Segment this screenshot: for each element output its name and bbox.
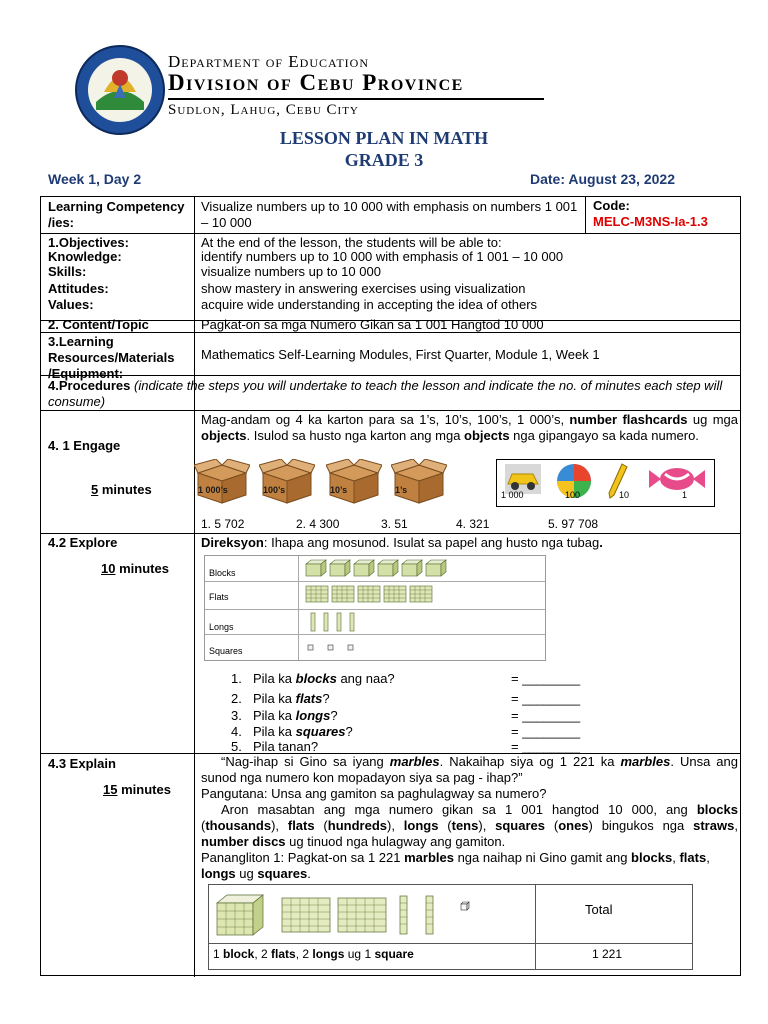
candy-value: 1 — [682, 490, 688, 500]
row-f: longs — [312, 947, 345, 961]
p1b: marbles — [389, 754, 440, 769]
manip-line — [205, 634, 545, 635]
carton-box-icon — [194, 459, 250, 505]
block-icon — [377, 559, 399, 582]
explain-question: Pangutana: Unsa ang gamiton sa paghulagway sa numero? — [201, 786, 547, 801]
p4b: marbles — [404, 850, 454, 865]
explain-paragraph-1 — [201, 754, 738, 786]
p3d: thousands — [205, 818, 272, 833]
flat-icon — [357, 584, 381, 609]
p3l: tens — [451, 818, 479, 833]
example-row-label — [213, 947, 414, 961]
question-post: ? — [322, 691, 330, 706]
example-line — [209, 943, 692, 944]
competency-label: Learning Competency /ies: — [48, 199, 185, 230]
engage-number: 4. 321 — [456, 517, 490, 531]
answer-blank[interactable]: = ________ — [511, 691, 581, 706]
division-name: Division of Cebu Province — [168, 70, 464, 95]
explain-label: 4.3 Explain — [48, 756, 116, 771]
p3n: squares — [495, 818, 546, 833]
carton-box-icon — [259, 459, 315, 505]
engage-label: 4. 1 Engage — [48, 438, 121, 453]
p3f: flats — [287, 818, 315, 833]
procedures-label: 4.Procedures — [48, 378, 131, 393]
p3b: blocks — [696, 802, 738, 817]
p3m: ), — [478, 818, 496, 833]
week-day: Week 1, Day 2 — [48, 171, 142, 187]
answer-blank[interactable]: = ________ — [511, 724, 581, 739]
carton-box-label: 1 000’s — [198, 485, 228, 495]
question-post: ? — [345, 724, 353, 739]
answer-blank[interactable]: = ________ — [511, 671, 581, 686]
attitudes-label: Attitudes: — [48, 281, 109, 296]
engage-text — [201, 412, 738, 444]
row-line — [41, 533, 740, 534]
code-value: MELC-M3NS-Ia-1.3 — [593, 214, 708, 229]
values-value: acquire wide understanding in accepting the idea of others — [201, 297, 538, 312]
content-label: 2. Content/Topic — [48, 317, 149, 332]
toy-car-value: 1 000 — [501, 490, 524, 500]
resources-label: 3.Learning Resources/Materials /Equipment: — [48, 334, 175, 381]
question-emphasis: longs — [295, 708, 331, 723]
explore-question — [231, 739, 318, 754]
manip-line — [205, 609, 545, 610]
row-a: 1 — [213, 947, 224, 961]
explain-minutes-num: 15 — [103, 782, 118, 797]
p3p: ones — [558, 818, 589, 833]
division-address: Sudlon, Lahug, Cebu City — [168, 102, 359, 118]
lesson-date: Date: August 23, 2022 — [530, 171, 675, 187]
carton-box-label: 100’s — [263, 485, 286, 495]
engage-number: 5. 97 708 — [548, 517, 599, 531]
block-icon — [305, 559, 327, 582]
explore-label: 4.2 Explore — [48, 535, 118, 550]
knowledge-value: identify numbers up to 10 000 with emphasis of 1 001 – 10 000 — [201, 249, 564, 264]
p3o: ( — [545, 818, 559, 833]
question-pre: Pila ka — [253, 671, 296, 686]
manip-row-label: Longs — [209, 622, 234, 632]
row-line — [41, 233, 740, 234]
manip-divider — [298, 556, 299, 660]
question-number: 1. — [231, 671, 242, 686]
p4j: squares — [257, 866, 308, 881]
p3c: ( — [201, 818, 206, 833]
long-icon — [336, 612, 342, 637]
grade-title: GRADE 3 — [344, 150, 424, 170]
block-icon — [329, 559, 351, 582]
p3q: ) bingukos nga — [588, 818, 694, 833]
engage-text-f: objects — [464, 428, 510, 443]
explore-question — [231, 708, 338, 723]
p3r: straws — [693, 818, 735, 833]
answer-blank[interactable]: = ________ — [511, 739, 581, 754]
engage-text-g: nga gipangayo sa kada numero. — [509, 428, 699, 443]
question-pre: Pila tanan? — [253, 739, 319, 754]
question-number: 3. — [231, 708, 242, 723]
explore-direction-c: . — [599, 535, 603, 550]
flat-icon — [383, 584, 407, 609]
p4a: Panangliton 1: Pagkat-on sa 1 221 — [201, 850, 405, 865]
content-value: Pagkat-on sa mga Numero Gikan sa 1 001 Hangtod 10 000 — [201, 317, 544, 332]
engage-minutes-num: 5 — [91, 482, 99, 497]
question-number: 4. — [231, 724, 242, 739]
lesson-plan-title: LESSON PLAN IN MATH — [279, 128, 489, 148]
p4k: . — [307, 866, 311, 881]
row-line — [41, 410, 740, 411]
p3t: number discs — [201, 834, 286, 849]
row-b: block — [223, 947, 255, 961]
row-g: ug 1 — [344, 947, 375, 961]
long-icon — [399, 895, 408, 940]
manip-row-label: Blocks — [209, 568, 236, 578]
p4g: , — [706, 850, 710, 865]
p1e: . Unsa ang sunod nga numero kon mopadayon siya sa pag - ihap?” — [201, 754, 738, 785]
knowledge-label: Knowledge: — [48, 249, 122, 264]
explore-direction-b: : Ihapa ang mosunod. Isulat sa papel ang husto nga tubag — [263, 535, 600, 550]
question-emphasis: squares — [295, 724, 346, 739]
p3j: longs — [403, 818, 439, 833]
explore-direction-a: Direksyon — [201, 535, 264, 550]
carton-box — [194, 459, 250, 505]
block-icon — [353, 559, 375, 582]
row-h: square — [374, 947, 414, 961]
explore-question — [231, 724, 353, 739]
manipulatives-table — [204, 555, 546, 661]
resources-value: Mathematics Self-Learning Modules, First Quarter, Module 1, Week 1 — [201, 347, 600, 362]
explore-minutes — [101, 561, 169, 577]
carton-box-icon — [391, 459, 447, 505]
engage-number: 1. 5 702 — [201, 517, 245, 531]
question-emphasis: blocks — [295, 671, 337, 686]
p3k: ( — [438, 818, 452, 833]
flat-icon — [409, 584, 433, 609]
question-pre: Pila ka — [253, 724, 296, 739]
carton-box — [391, 459, 447, 505]
p4d: blocks — [631, 850, 673, 865]
total-header: Total — [585, 902, 613, 917]
question-post: ? — [330, 708, 338, 723]
square-icon — [327, 638, 335, 656]
p3e: ), — [271, 818, 288, 833]
manip-row-label: Flats — [209, 592, 229, 602]
explore-question — [231, 691, 330, 706]
example-divider — [535, 885, 536, 969]
p4f: flats — [679, 850, 707, 865]
engage-text-c: ug mga — [687, 412, 738, 427]
beach-ball-value: 100 — [565, 490, 581, 500]
explore-direction — [201, 535, 603, 551]
question-pre: Pila ka — [253, 691, 296, 706]
row-e: , 2 — [295, 947, 313, 961]
question-pre: Pila ka — [253, 708, 296, 723]
block-icon — [401, 559, 423, 582]
explore-minutes-num: 10 — [101, 561, 116, 576]
p3a: Aron masabtan ang mga numero gikan sa 1 001 hangtod 10 000, ang — [221, 802, 697, 817]
flat-icon — [305, 584, 329, 609]
code-divider — [585, 197, 586, 233]
procedures-note: (indicate the steps you will undertake to teach the lesson and indicate the no. of minutes each step will consume) — [48, 378, 723, 409]
p3s: , — [734, 818, 738, 833]
explore-minutes-word: minutes — [115, 561, 169, 576]
engage-text-a: Mag-andam og 4 ka karton para sa 1’s, 10’s, 100’s, 1 000’s, — [201, 412, 570, 427]
lesson-plan-table — [40, 196, 741, 976]
p3u: ug tinuod nga hulagway ang gamiton. — [285, 834, 506, 849]
skills-label: Skills: — [48, 264, 87, 279]
pencil-value: 10 — [619, 490, 630, 500]
deped-seal-logo — [74, 44, 166, 136]
example-table — [208, 884, 693, 970]
values-label: Values: — [48, 297, 94, 312]
p3g: ( — [314, 818, 328, 833]
attitudes-value: show mastery in answering exercises using visualization — [201, 281, 526, 296]
objectives-value: At the end of the lesson, the students will be able to: — [201, 235, 502, 250]
explain-minutes — [103, 782, 171, 798]
department-name: Department of Education — [168, 52, 370, 71]
flat-icon — [337, 897, 387, 938]
p1c: . Nakaihap siya og 1 221 ka — [439, 754, 621, 769]
explain-minutes-word: minutes — [117, 782, 171, 797]
answer-blank[interactable]: = ________ — [511, 708, 581, 723]
procedures-heading — [48, 378, 738, 410]
p3h: hundreds — [327, 818, 387, 833]
long-icon — [323, 612, 329, 637]
question-post: ang naa? — [336, 671, 395, 686]
flat-icon — [331, 584, 355, 609]
p4i: ug — [235, 866, 258, 881]
manip-line — [205, 581, 545, 582]
engage-text-e: . Isulod sa husto nga karton ang mga — [246, 428, 465, 443]
p4h: longs — [201, 866, 236, 881]
engage-text-d: objects — [201, 428, 247, 443]
row-c: , 2 — [254, 947, 272, 961]
engage-number: 3. 51 — [381, 517, 408, 531]
competency-value: Visualize numbers up to 10 000 with emphasis on numbers 1 001 – 10 000 — [201, 199, 578, 230]
question-emphasis: flats — [295, 691, 323, 706]
skills-value: visualize numbers up to 10 000 — [201, 264, 381, 279]
manip-row-label: Squares — [209, 646, 243, 656]
p1d: marbles — [620, 754, 671, 769]
explain-paragraph-3 — [201, 802, 738, 850]
p4c: nga naihap ni Gino gamit ang — [453, 850, 632, 865]
candy-icon — [647, 464, 707, 494]
total-value: 1 221 — [592, 947, 623, 961]
p3i: ), — [387, 818, 404, 833]
carton-box-label: 1’s — [395, 485, 408, 495]
explain-paragraph-4 — [201, 850, 738, 882]
objectives-label: 1.Objectives: — [48, 235, 129, 250]
long-icon — [349, 612, 355, 637]
block-icon — [425, 559, 447, 582]
engage-minutes — [91, 482, 152, 498]
long-icon — [310, 612, 316, 637]
engage-minutes-word: minutes — [98, 482, 152, 497]
square-icon — [459, 899, 471, 917]
flat-icon — [281, 897, 331, 938]
long-icon — [425, 895, 434, 940]
carton-box-icon — [326, 459, 382, 505]
p4e: , — [672, 850, 680, 865]
block-icon — [215, 893, 265, 942]
carton-box-label: 10’s — [330, 485, 348, 495]
engage-text-b: number flashcards — [569, 412, 688, 427]
carton-box — [326, 459, 382, 505]
explore-question — [231, 671, 395, 686]
question-number: 5. — [231, 739, 242, 754]
p1a: “Nag-ihap si Gino sa iyang — [221, 754, 390, 769]
column-divider — [194, 197, 195, 977]
engage-number: 2. 4 300 — [296, 517, 340, 531]
question-number: 2. — [231, 691, 242, 706]
square-icon — [307, 638, 315, 656]
header-rule — [168, 98, 544, 100]
objects-panel — [496, 459, 715, 507]
square-icon — [347, 638, 355, 656]
carton-box — [259, 459, 315, 505]
code-label: Code: — [593, 198, 630, 213]
row-d: flats — [271, 947, 296, 961]
